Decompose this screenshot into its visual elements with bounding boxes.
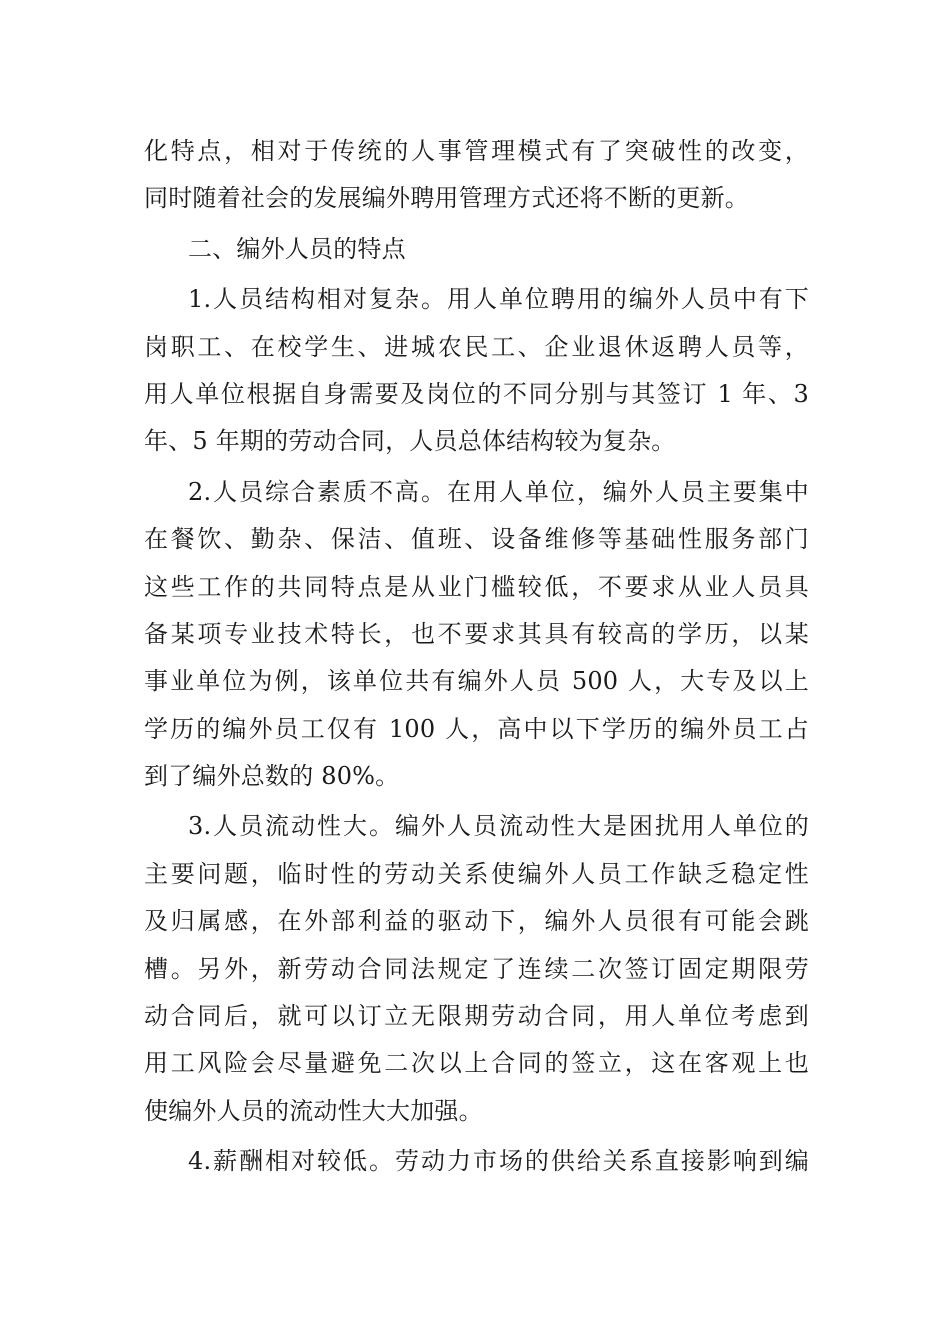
text-line: 3.人员流动性大。编外人员流动性大是困扰用人单位的: [188, 812, 809, 841]
text-line: 同时随着社会的发展编外聘用管理方式还将不断的更新。: [144, 184, 749, 213]
paragraph-continuation: [144, 128, 809, 223]
text-line: 岗职工、在校学生、进城农民工、企业退休返聘人员等，: [144, 332, 809, 361]
paragraph-item-1: [144, 276, 809, 466]
text-line: 这些工作的共同特点是从业门槛较低，不要求从业人员具: [144, 572, 809, 601]
text-line: 及归属感，在外部利益的驱动下，编外人员很有可能会跳: [144, 907, 809, 936]
section-heading: [144, 226, 809, 273]
text-line: 年、5 年期的劳动合同，人员总体结构较为复杂。: [144, 427, 676, 456]
text-line: 4.薪酬相对较低。劳动力市场的供给关系直接影响到编: [188, 1147, 809, 1176]
text-line: 到了编外总数的 80%。: [144, 762, 400, 791]
text-line: 备某项专业技术特长，也不要求其具有较高的学历，以某: [144, 619, 809, 648]
paragraph-item-2: [144, 469, 809, 801]
text-line: 用工风险会尽量避免二次以上合同的签立，这在客观上也: [144, 1049, 809, 1078]
heading-line: 二、编外人员的特点: [188, 234, 406, 263]
text-line: 1.人员结构相对复杂。用人单位聘用的编外人员中有下: [188, 285, 809, 314]
text-line: 主要问题，临时性的劳动关系使编外人员工作缺乏稳定性: [144, 859, 809, 888]
paragraph-item-3: [144, 803, 809, 1135]
text-line: 槽。另外，新劳动合同法规定了连续二次签订固定期限劳: [144, 954, 809, 983]
text-line: 在餐饮、勤杂、保洁、值班、设备维修等基础性服务部门: [144, 525, 809, 554]
text-line: 用人单位根据自身需要及岗位的不同分别与其签订 1 年、3: [144, 379, 809, 408]
text-line: 化特点，相对于传统的人事管理模式有了突破性的改变，: [144, 137, 809, 165]
text-line: 2.人员综合素质不高。在用人单位，编外人员主要集中: [188, 477, 809, 506]
paragraph-item-4: [144, 1138, 809, 1185]
text-line: 动合同后，就可以订立无限期劳动合同，用人单位考虑到: [144, 1002, 809, 1031]
text-line: 使编外人员的流动性大大加强。: [144, 1096, 483, 1125]
document-body: [144, 128, 809, 1186]
text-line: 学历的编外员工仅有 100 人，高中以下学历的编外员工占: [144, 714, 809, 743]
text-line: 事业单位为例，该单位共有编外人员 500 人，大专及以上: [144, 667, 809, 696]
